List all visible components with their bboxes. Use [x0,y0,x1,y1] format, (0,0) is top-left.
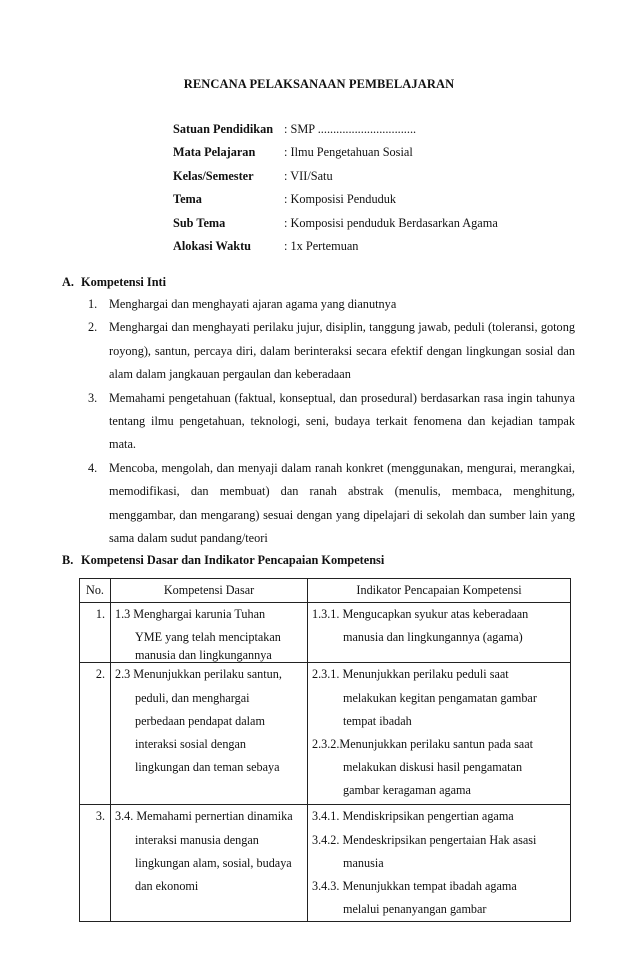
ipk-line: 3.4.2. Mendeskripsikan pengertaian Hak asasi [312,832,537,847]
item-number: 3. [88,390,98,405]
ipk-cell [308,805,571,922]
meta-value: : Ilmu Pengetahuan Sosial [284,145,413,160]
list-item [88,387,575,457]
table-row [80,603,571,663]
meta-row-satuan [173,122,498,145]
ipk-line: 2.3.1. Menunjukkan perilaku peduli saat [312,667,509,682]
kd-line: manusia dan lingkungannya [135,648,272,663]
kd-line: lingkungan alam, sosial, budaya [135,855,292,870]
item-text: Mencoba, mengolah, dan menyaji dalam ranah konkret (menggunakan, mengurai, merangkai, memodifikasi, dan membuat) dan ranah abstrak (menulis, membaca, menghitung, menggambar, dan mengarang) sesuai dengan yang dipelajari di sekolah dan sumber lain yang sama dalam sudut pandang/teori [109,460,575,546]
kd-cell [111,603,308,663]
meta-label: Kelas/Semester [173,168,254,183]
ipk-cell [308,603,571,663]
kd-line: lingkungan dan teman sebaya [135,760,280,775]
ipk-line: gambar keragaman agama [343,783,471,798]
item-text: Menghargai dan menghayati ajaran agama yang dianutnya [109,297,397,311]
ipk-line: melakukan diskusi hasil pengamatan [343,760,523,775]
meta-value: : VII/Satu [284,168,333,183]
section-letter: B. [62,553,74,567]
kd-line: YME yang telah menciptakan [135,630,281,645]
section-letter: A. [62,275,74,289]
document-title: RENCANA PELAKSANAAN PEMBELAJARAN [183,77,455,91]
meta-label: Tema [173,192,202,207]
ipk-cell [308,663,571,805]
meta-label: Satuan Pendidikan [173,122,274,136]
ipk-line: 3.4.1. Mendiskripsikan pengertian agama [312,809,514,824]
section-a-heading [62,275,166,290]
table-row [80,805,571,922]
meta-row-mapel [173,145,498,168]
header-no: No. [80,579,111,603]
meta-row-alokasi [173,239,498,262]
meta-value: : Komposisi Penduduk [284,192,397,207]
identity-block [173,122,498,262]
kd-line: 2.3 Menunjukkan perilaku santun, [115,667,282,682]
ipk-line: 2.3.2.Menunjukkan perilaku santun pada saat [312,737,534,752]
list-item [88,293,575,316]
meta-label: Sub Tema [173,215,226,230]
section-title: Kompetensi Inti [81,275,167,289]
meta-value: : SMP ................................ [284,122,417,136]
kd-cell [111,663,308,805]
kd-line: interaksi manusia dengan [135,832,259,847]
ipk-line: manusia dan lingkungannya (agama) [343,630,523,645]
kd-line: dan ekonomi [135,879,199,894]
row-number: 1. [80,603,111,663]
meta-value: : 1x Pertemuan [284,238,359,253]
meta-label: Alokasi Waktu [173,238,252,253]
ipk-line: melalui penanyangan gambar [343,902,487,917]
kd-line: peduli, dan menghargai [135,690,250,705]
table-row [80,663,571,805]
meta-value: : Komposisi penduduk Berdasarkan Agama [284,215,498,230]
row-number: 2. [80,663,111,805]
list-item [88,457,575,551]
kd-line: perbedaan pendapat dalam [135,713,265,728]
meta-row-subtema [173,216,498,239]
header-indikator: Indikator Pencapaian Kompetensi [308,579,571,603]
ipk-line: 3.4.3. Menunjukkan tempat ibadah agama [312,879,517,894]
item-text: Memahami pengetahuan (faktual, konseptual, dan prosedural) berdasarkan rasa ingin tahunya tentang ilmu pengetahuan, teknologi, seni, budaya terkait fenomena dan kejadian tampak mata. [109,390,575,452]
kd-cell [111,805,308,922]
meta-row-kelas [173,169,498,192]
kompetensi-inti-list [88,293,575,550]
list-item [88,316,575,386]
ipk-line: tempat ibadah [343,713,412,728]
item-number: 2. [88,320,98,335]
ipk-line: melakukan kegitan pengamatan gambar [343,690,537,705]
section-b-heading [62,553,384,568]
item-number: 4. [88,460,98,475]
ipk-line: 1.3.1. Mengucapkan syukur atas keberadaan [312,607,529,621]
item-number: 1. [88,297,98,311]
table-header-row [80,579,571,603]
kd-line: 3.4. Memahami pernertian dinamika [115,809,293,824]
section-title: Kompetensi Dasar dan Indikator Pencapaian Kompetensi [81,553,385,567]
meta-label: Mata Pelajaran [173,145,256,160]
kd-line: 1.3 Menghargai karunia Tuhan [115,607,266,621]
ipk-line: manusia [343,855,384,870]
row-number: 3. [80,805,111,922]
meta-row-tema [173,192,498,215]
item-text: Menghargai dan menghayati perilaku jujur, disiplin, tanggung jawab, peduli (toleransi, gotong royong), santun, percaya diri, dalam berinteraksi secara efektif dengan lingkungan sosial dan alam dalam jangkauan pergaulan dan keberadaan [109,320,575,382]
header-kompetensi-dasar: Kompetensi Dasar [111,579,308,603]
kompetensi-table [79,578,571,922]
kd-line: interaksi sosial dengan [135,737,247,752]
